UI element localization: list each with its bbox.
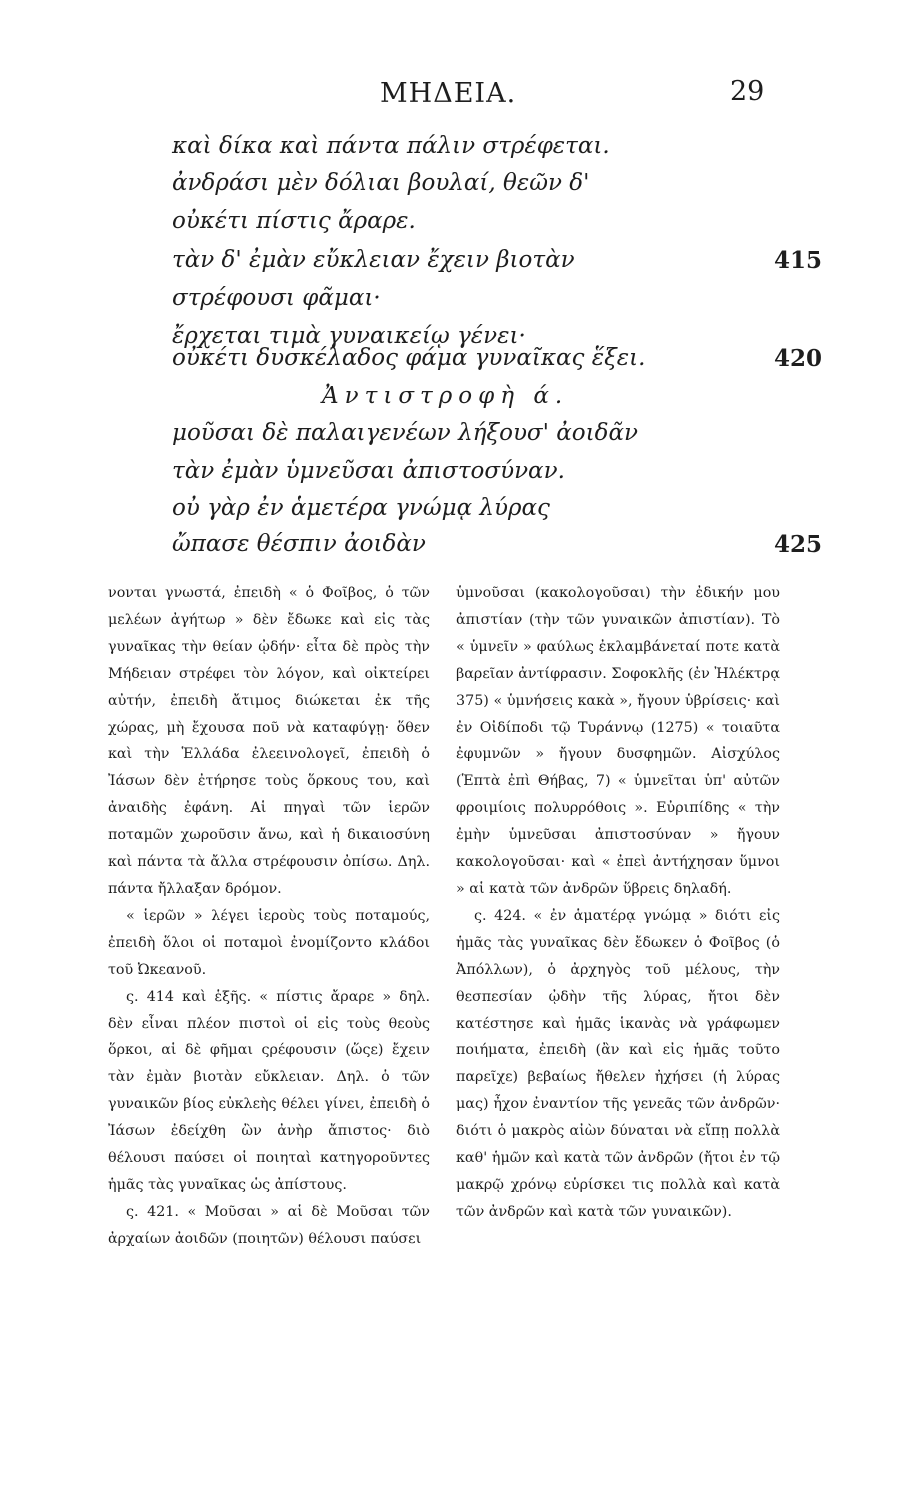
verse-line: οὐκέτι πίστις ἄραρε. [172, 208, 416, 234]
line-number: 415 [774, 247, 823, 274]
commentary-right-column [456, 580, 780, 1226]
verse-line: ἀνδράσι μὲν δόλιαι βουλαί, θεῶν δ' [172, 170, 590, 196]
verse-line: οὐ γὰρ ἐν ἁμετέρα γνώμᾳ λύρας [172, 495, 550, 521]
commentary-paragraph: ς. 424. « ἐν ἁματέρᾳ γνώμᾳ » διότι εἰς ἡμᾶς τὰς γυναῖκας δὲν ἔδωκεν ὁ Φοῖβος (ὁ Ἀπόλλων), ὁ ἀρχηγὸς τοῦ μέλους, τὴν θεσπεσίαν ᾠδὴν τῆς λύρας, ἤτοι δὲν κατέστησε καὶ ἡμᾶς ἱκανὰς νὰ γράφωμεν ποιήματα, ἐπειδὴ (ἂν καὶ εἰς ἡμᾶς τοῦτο παρεῖχε) βεβαίως ἤθελεν ἠχήσει (ἡ λύρας μας) ἦχον ἐναντίον τῆς γενεᾶς τῶν ἀνδρῶν· διότι ὁ μακρὸς αἰὼν δύναται νὰ εἴπῃ πολλὰ καθ' ἡμῶν καὶ κατὰ τῶν ἀνδρῶν (ἤτοι ἐν τῷ μακρῷ χρόνῳ εὑρίσκει τις πολλὰ καὶ κατὰ τῶν ἀνδρῶν καὶ κατὰ τῶν γυναικῶν). [456, 907, 780, 1220]
commentary-paragraph: « ἱερῶν » λέγει ἱεροὺς τοὺς ποταμούς, ἐπειδὴ ὅλοι οἱ ποταμοὶ ἐνομίζοντο κλάδοι τοῦ Ὠκεανοῦ. [108, 907, 430, 978]
verse-line: τὰν δ' ἐμὰν εὔκλειαν ἔχειν βιοτὰν [172, 247, 575, 273]
commentary-paragraph: ς. 414 καὶ ἑξῆς. « πίστις ἄραρε » δηλ. δὲν εἶναι πλέον πιστοὶ οἱ εἰς τοὺς θεοὺς ὅρκοι, αἱ δὲ φῆμαι ςρέφουσιν (ὥςε) ἔχειν τὰν ἐμὰν βιοτὰν εὔκλειαν. Δηλ. ὁ τῶν γυναικῶν βίος εὐκλεὴς θέλει γίνει, ἐπειδὴ ὁ Ἰάσων ἐδείχθη ὢν ἀνὴρ ἄπιστος· διὸ θέλουσι παύσει οἱ ποιηταὶ κατηγοροῦντες ἡμᾶς τὰς γυναῖκας ὡς ἀπίστους. [108, 988, 430, 1193]
running-title: ΜΗΔΕΙΑ. [380, 78, 517, 109]
verse-line: τὰν ἐμὰν ὑμνεῦσαι ἀπιστοσύναν. [172, 458, 565, 484]
verse-line: οὐκέτι δυσκέλαδος φάμα γυναῖκας ἕξει. [172, 345, 646, 371]
commentary-paragraph: ὑμνοῦσαι (κακολογοῦσαι) τὴν ἐδικήν μου ἀπιστίαν (τὴν τῶν γυναικῶν ἀπιστίαν). Τὸ « ὑμνεῖν » φαύλως ἐκλαμβάνεταί ποτε κατὰ βαρεῖαν ἀντίφρασιν. Σοφοκλῆς (ἐν Ἠλέκτρᾳ 375) « ὑμνήσεις κακὰ », ἤγουν ὑβρίσεις· καὶ ἐν Οἰδίποδι τῷ Τυράννῳ (1275) « τοιαῦτα ἐφυμνῶν » ἤγουν δυσφημῶν. Αἰσχύλος (Ἑπτὰ ἐπὶ Θήβας, 7) « ὑμνεῖται ὑπ' αὐτῶν φροιμίοις πολυρρόθοις ». Εὐριπίδης « τὴν ἐμὴν ὑμνεῦσαι ἀπιστοσύναν » ἤγουν κακολογοῦσαι· καὶ « ἐπεὶ ἀντήχησαν ὕμνοι » αἱ κατὰ τῶν ἀνδρῶν ὕβρεις δηλαδή. [456, 585, 780, 897]
verse-line: καὶ δίκα καὶ πάντα πάλιν στρέφεται. [172, 133, 610, 159]
verse-line: ὤπασε θέσπιν ἀοιδὰν [172, 531, 426, 557]
line-number: 420 [774, 345, 823, 372]
commentary-left-column [108, 580, 430, 1253]
verse-line: στρέφουσι φᾶμαι· [172, 285, 381, 311]
verse-line: ἔρχεται τιμὰ γυναικείῳ γένει· [172, 323, 526, 349]
commentary-paragraph: ς. 421. « Μοῦσαι » αἱ δὲ Μοῦσαι τῶν ἀρχαίων ἀοιδῶν (ποιητῶν) θέλουσι παύσει [108, 1203, 430, 1247]
antistrophe-heading: Ἀντιστροφὴ ά. [322, 383, 569, 409]
verse-line: μοῦσαι δὲ παλαιγενέων λήξουσ' ἀοιδᾶν [172, 420, 639, 446]
line-number: 425 [774, 531, 823, 558]
commentary-paragraph: νονται γνωστά, ἐπειδὴ « ὁ Φοῖβος, ὁ τῶν μελέων ἀγήτωρ » δὲν ἔδωκε καὶ εἰς τὰς γυναῖκας τὴν θείαν ᾠδήν· εἶτα δὲ πρὸς τὴν Μήδειαν στρέφει τὸν λόγον, καὶ οἰκτείρει αὐτήν, ἐπειδὴ ἄτιμος διώκεται ἐκ τῆς χώρας, μὴ ἔχουσα ποῦ νὰ καταφύγῃ· ὅθεν καὶ τὴν Ἑλλάδα ἐλεεινολογεῖ, ἐπειδὴ ὁ Ἰάσων δὲν ἐτήρησε τοὺς ὅρκους του, καὶ ἀναιδὴς ἐφάνη. Αἱ πηγαὶ τῶν ἱερῶν ποταμῶν χωροῦσιν ἄνω, καὶ ἡ δικαιοσύνη καὶ πάντα τὰ ἄλλα στρέφουσιν ὀπίσω. Δηλ. πάντα ἤλλαξαν δρόμον. [108, 585, 430, 897]
page-number: 29 [730, 76, 765, 107]
